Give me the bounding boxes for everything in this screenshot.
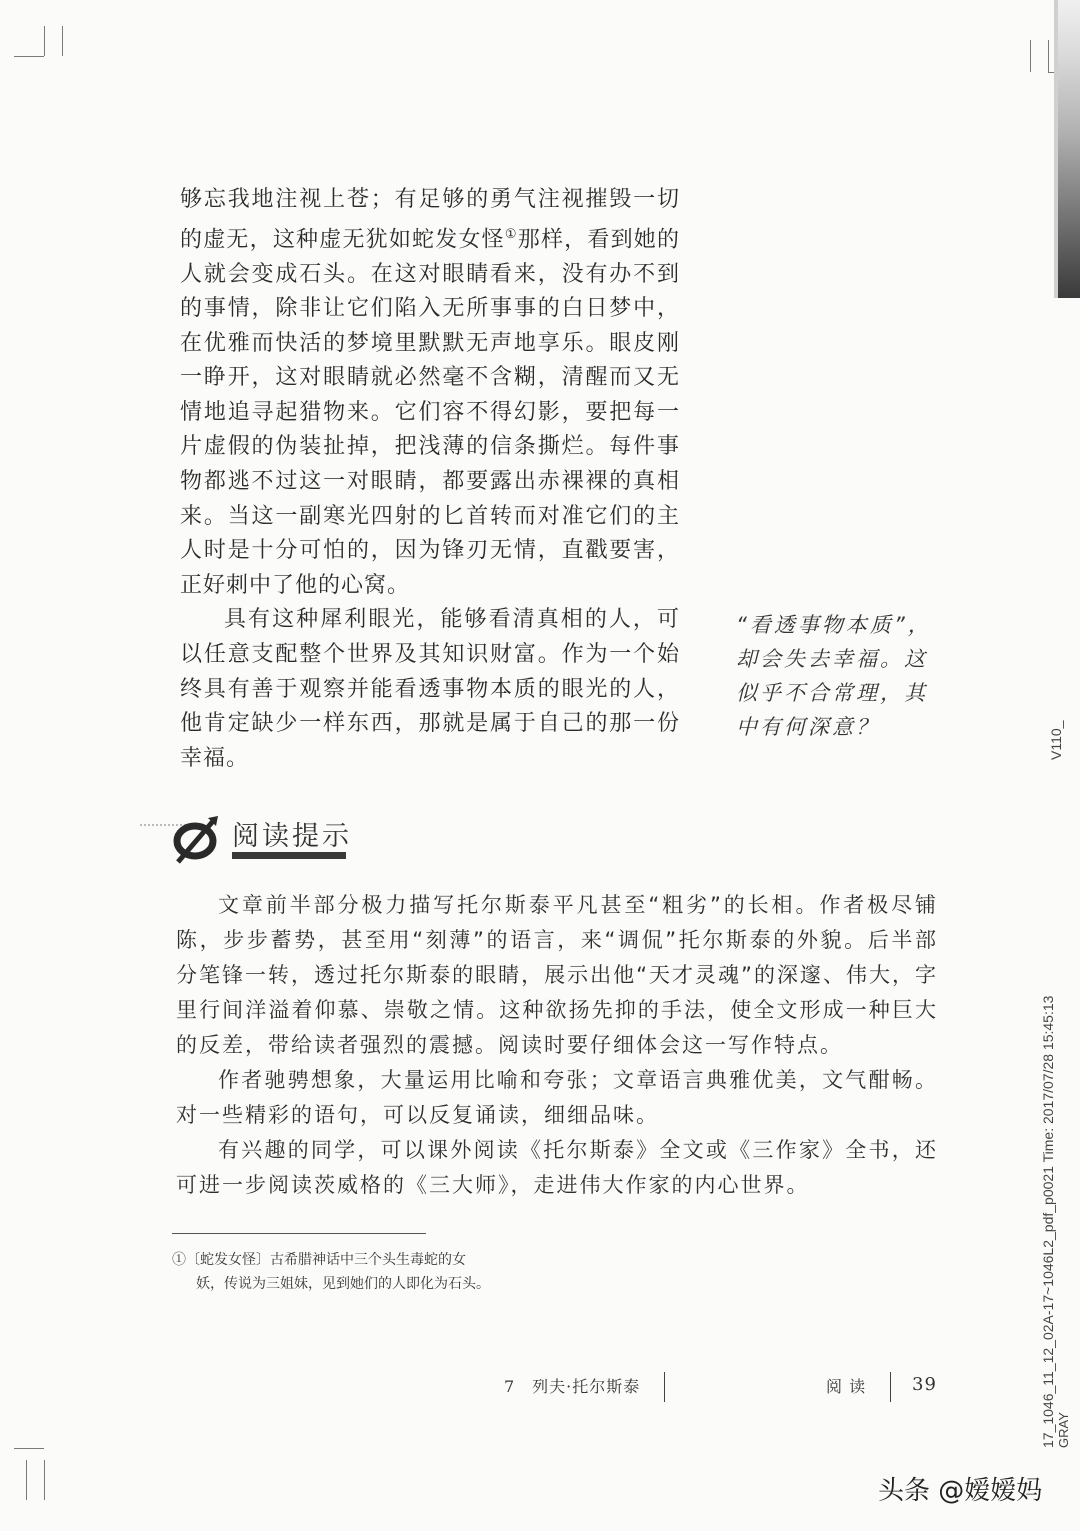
section-title: 阅读提示 — [232, 821, 352, 852]
crop-mark — [44, 1460, 45, 1500]
body-paragraph: 具有这种犀利眼光，能够看清真相的人，可以任意支配整个世界及其知识财富。作为一个始终具有善于观察并能看透事物本质的眼光的人，他肯定缺少一样东西，那就是属于自己的那一份幸福。 — [180, 607, 680, 771]
footer-chapter: 7 列夫·托尔斯泰 — [504, 1377, 641, 1396]
footnote-rule — [172, 1233, 426, 1234]
gray-scale-strip — [1058, 0, 1080, 298]
reading-tip-icon — [170, 816, 220, 866]
footnote — [172, 1248, 572, 1296]
crop-mark — [62, 26, 63, 56]
footer-divider — [890, 1372, 891, 1402]
crop-mark — [1030, 40, 1031, 72]
page-number: 39 — [912, 1374, 937, 1395]
title-underline — [232, 852, 346, 859]
main-text — [180, 183, 680, 776]
crop-mark — [1048, 40, 1049, 72]
margin-question: “看透事物本质”，却会失去幸福。这似乎不合常理，其中有何深意？ — [736, 613, 932, 739]
crop-mark — [26, 1460, 27, 1500]
footer-unit: 阅 读 — [826, 1377, 867, 1396]
footnote-marker: ① — [504, 226, 518, 242]
crop-mark — [14, 56, 44, 57]
footnote-line: ①〔蛇发女怪〕古希腊神话中三个头生毒蛇的女 — [172, 1252, 466, 1268]
print-info-label: 17_1046_11_12_02A-17~1046L2_pdf_p0021 Time: 2017/07/28 15:45:13 — [1040, 995, 1056, 1448]
footer-divider — [664, 1372, 665, 1402]
crop-mark — [14, 1448, 44, 1449]
tip-paragraph: 有兴趣的同学，可以课外阅读《托尔斯泰》全文或《三作家》全书，还可进一步阅读茨威格的《三大师》，走进伟大作家的内心世界。 — [176, 1138, 938, 1197]
crop-mark — [44, 26, 45, 56]
gray-label: GRAY — [1056, 1412, 1071, 1448]
footnote-line: 妖，传说为三姐妹，见到她们的人即化为石头。 — [196, 1276, 490, 1292]
tip-paragraph: 作者驰骋想象，大量运用比喻和夸张；文章语言典雅优美，文气酣畅。对一些精彩的语句，可以反复诵读，细细品味。 — [176, 1068, 938, 1127]
section-heading — [170, 810, 370, 870]
version-label: V110_ — [1048, 720, 1064, 760]
reading-tips — [176, 888, 938, 1203]
body-paragraph: 够忘我地注视上苍；有足够的勇气注视摧毁一切的虚无，这种虚无犹如蛇发女怪①那样，看到她的人就会变成石头。在这对眼睛看来，没有办不到的事情，除非让它们陷入无所事事的白日梦中，在优雅而快活的梦境里默默无声地享乐。眼皮刚一睁开，这对眼睛就必然毫不含糊，清醒而又无情地追寻起猎物来。它们容不得幻影，要把每一片虚假的伪装扯掉，把浅薄的信条撕烂。每件事物都逃不过这一对眼睛，都要露出赤裸裸的真相来。当这一副寒光四射的匕首转而对准它们的主人时是十分可怕的，因为锋刃无情，直戳要害，正好刺中了他的心窝。 — [180, 187, 680, 598]
tip-paragraph: 文章前半部分极力描写托尔斯泰平凡甚至“粗劣”的长相。作者极尽铺陈，步步蓄势，甚至用“刻薄”的语言，来“调侃”托尔斯泰的外貌。后半部分笔锋一转，透过托尔斯泰的眼睛，展示出他“天才灵魂”的深邃、伟大，字里行间洋溢着仰慕、崇敬之情。这种欲扬先抑的手法，使全文形成一种巨大的反差，带给读者强烈的震撼。阅读时要仔细体会这一写作特点。 — [176, 893, 938, 1057]
watermark: 头条 @嫒嫒妈 — [878, 1476, 1043, 1506]
